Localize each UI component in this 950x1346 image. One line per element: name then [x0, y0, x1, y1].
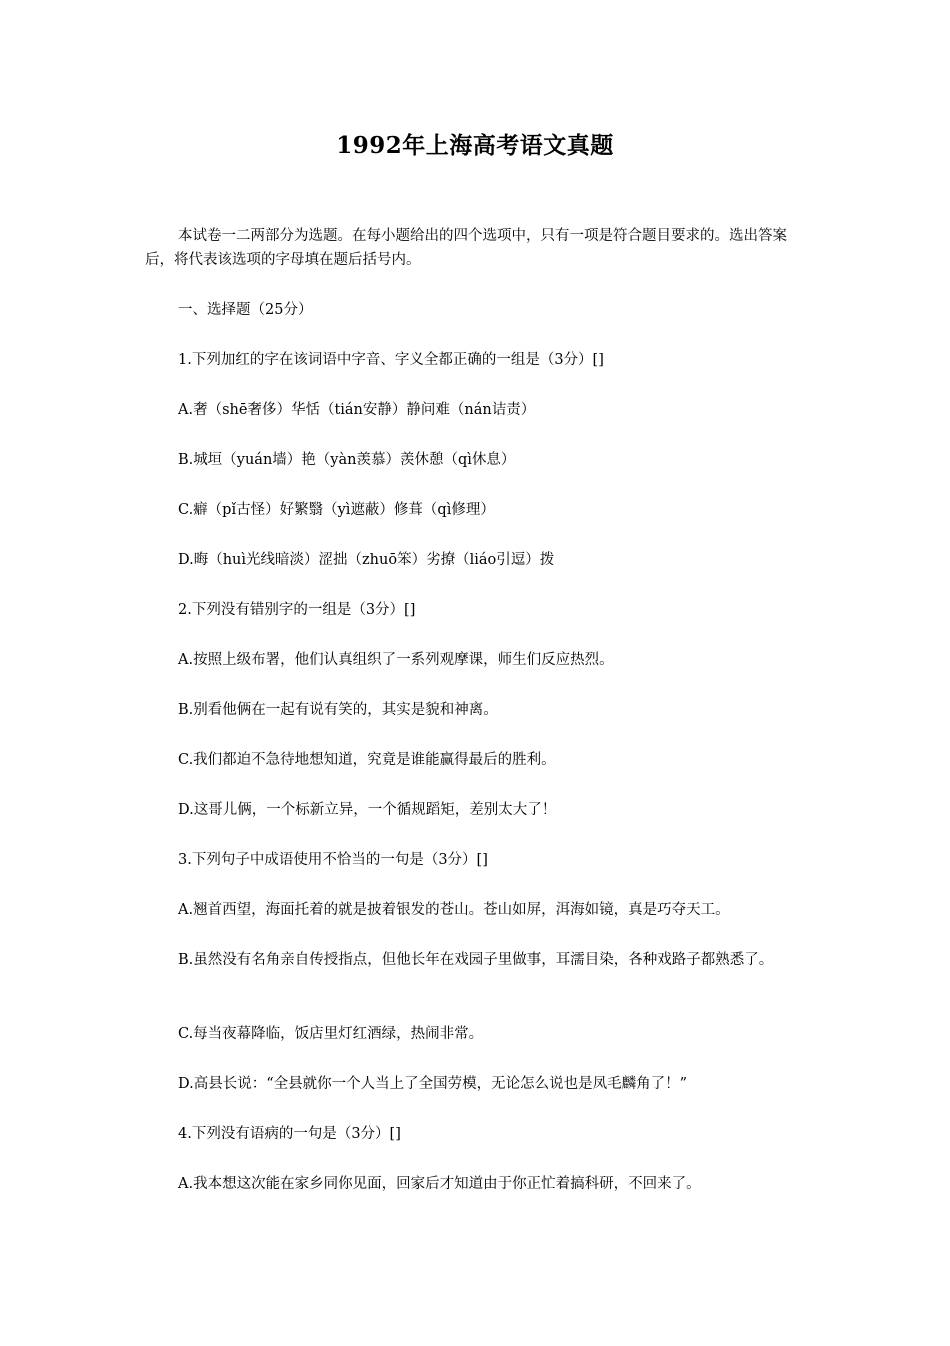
- question-2-stem: 2.下列没有错别字的一组是（3分）[]: [178, 602, 416, 618]
- question-1-stem: 1.下列加红的字在该词语中字音、字义全都正确的一组是（3分）[]: [178, 352, 604, 368]
- question-3-option-b: B.虽然没有名角亲自传授指点，但他长年在戏园子里做事，耳濡目染，各种戏路子都熟悉了。: [178, 952, 774, 968]
- question-4-stem: 4.下列没有语病的一句是（3分）[]: [178, 1126, 401, 1142]
- question-1-option-b: B.城垣（yuán墙）艳（yàn羡慕）羡休憩（qì休息）: [178, 452, 516, 468]
- document-title: 1992年上海高考语文真题: [336, 132, 614, 159]
- question-3-option-c: C.每当夜幕降临，饭店里灯红酒绿，热闹非常。: [178, 1026, 484, 1042]
- question-2-option-b: B.别看他俩在一起有说有笑的，其实是貌和神离。: [178, 702, 498, 718]
- intro-paragraph: 本试卷一二两部分为选题。在每小题给出的四个选项中，只有一项是符合题目要求的。选出答案后，将代表该选项的字母填在题后括号内。: [145, 228, 787, 268]
- question-3-stem: 3.下列句子中成语使用不恰当的一句是（3分）[]: [178, 852, 488, 868]
- question-1-option-a: A.奢（shē奢侈）华恬（tián安静）静问难（nán诘责）: [178, 402, 536, 418]
- question-2-option-a: A.按照上级布署，他们认真组织了一系列观摩课，师生们反应热烈。: [178, 652, 614, 668]
- question-1-option-d: D.晦（huì光线暗淡）涩拙（zhuō笨）劣撩（liáo引逗）拨: [178, 552, 555, 568]
- section-heading: 一、选择题（25分）: [178, 302, 313, 318]
- question-3-option-d: D.高县长说：“全县就你一个人当上了全国劳模，无论怎么说也是凤毛麟角了！”: [178, 1076, 688, 1092]
- question-1-option-c: C.癖（pǐ古怪）好繁翳（yì遮蔽）修葺（qì修理）: [178, 502, 495, 518]
- question-3-option-a: A.翘首西望，海面托着的就是披着银发的苍山。苍山如屏，洱海如镜，真是巧夺天工。: [178, 902, 730, 918]
- question-4-option-a: A.我本想这次能在家乡同你见面，回家后才知道由于你正忙着搞科研，不回来了。: [178, 1176, 701, 1192]
- question-2-option-d: D.这哥儿俩，一个标新立异，一个循规蹈矩，差别太大了！: [178, 802, 557, 818]
- question-2-option-c: C.我们都迫不急待地想知道，究竟是谁能赢得最后的胜利。: [178, 752, 556, 768]
